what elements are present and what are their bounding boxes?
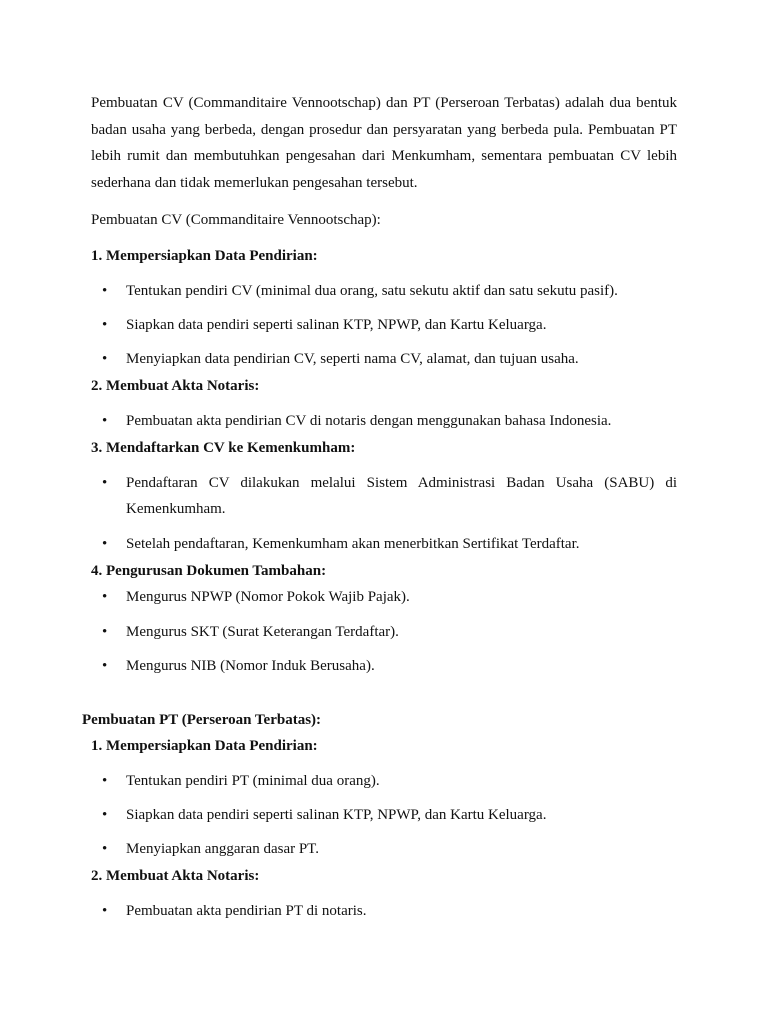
bullet-icon: • [102, 413, 108, 429]
pt-step-2-title: 2. Membuat Akta Notaris: [91, 868, 260, 884]
cv-step-2-title: 2. Membuat Akta Notaris: [91, 378, 260, 394]
list-item: Siapkan data pendiri seperti salinan KTP, NPWP, dan Kartu Keluarga. [126, 317, 547, 333]
intro-line-3: lebih rumit dan membutuhkan pengesahan dari Menkumham, sementara pembuatan CV lebih [91, 148, 677, 164]
bullet-icon: • [102, 903, 108, 919]
list-item: Setelah pendaftaran, Kemenkumham akan menerbitkan Sertifikat Terdaftar. [126, 536, 580, 552]
bullet-icon: • [102, 807, 108, 823]
bullet-icon: • [102, 773, 108, 789]
intro-line-4: sederhana dan tidak memerlukan pengesahan tersebut. [91, 175, 418, 191]
cv-step-3-title: 3. Mendaftarkan CV ke Kemenkumham: [91, 440, 356, 456]
bullet-icon: • [102, 351, 108, 367]
cv-section-heading: Pembuatan CV (Commanditaire Vennootschap): [91, 212, 381, 228]
list-item: Siapkan data pendiri seperti salinan KTP, NPWP, dan Kartu Keluarga. [126, 807, 547, 823]
list-item: Mengurus NIB (Nomor Induk Berusaha). [126, 658, 375, 674]
bullet-icon: • [102, 536, 108, 552]
bullet-icon: • [102, 841, 108, 857]
intro-line-1: Pembuatan CV (Commanditaire Vennootschap) dan PT (Perseroan Terbatas) adalah dua bentuk [91, 95, 677, 111]
list-item: Pembuatan akta pendirian CV di notaris dengan menggunakan bahasa Indonesia. [126, 413, 612, 429]
list-item: Mengurus SKT (Surat Keterangan Terdaftar). [126, 624, 399, 640]
cv-step-1-title: 1. Mempersiapkan Data Pendirian: [91, 248, 318, 264]
list-item: Tentukan pendiri CV (minimal dua orang, satu sekutu aktif dan satu sekutu pasif). [126, 283, 618, 299]
list-item-line-1: Pendaftaran CV dilakukan melalui Sistem Administrasi Badan Usaha (SABU) di [126, 475, 677, 491]
bullet-icon: • [102, 283, 108, 299]
list-item: Mengurus NPWP (Nomor Pokok Wajib Pajak). [126, 589, 410, 605]
list-item-line-2: Kemenkumham. [126, 501, 226, 517]
cv-step-4-title: 4. Pengurusan Dokumen Tambahan: [91, 563, 327, 579]
bullet-icon: • [102, 589, 108, 605]
list-item: Menyiapkan anggaran dasar PT. [126, 841, 319, 857]
bullet-icon: • [102, 475, 108, 491]
intro-line-2: badan usaha yang berbeda, dengan prosedur dan persyaratan yang berbeda pula. Pembuatan PT [91, 122, 677, 138]
bullet-icon: • [102, 624, 108, 640]
list-item: Pembuatan akta pendirian PT di notaris. [126, 903, 367, 919]
pt-step-1-title: 1. Mempersiapkan Data Pendirian: [91, 738, 318, 754]
bullet-icon: • [102, 658, 108, 674]
list-item: Menyiapkan data pendirian CV, seperti nama CV, alamat, dan tujuan usaha. [126, 351, 579, 367]
pt-section-heading: Pembuatan PT (Perseroan Terbatas): [82, 712, 322, 728]
bullet-icon: • [102, 317, 108, 333]
list-item: Tentukan pendiri PT (minimal dua orang). [126, 773, 380, 789]
